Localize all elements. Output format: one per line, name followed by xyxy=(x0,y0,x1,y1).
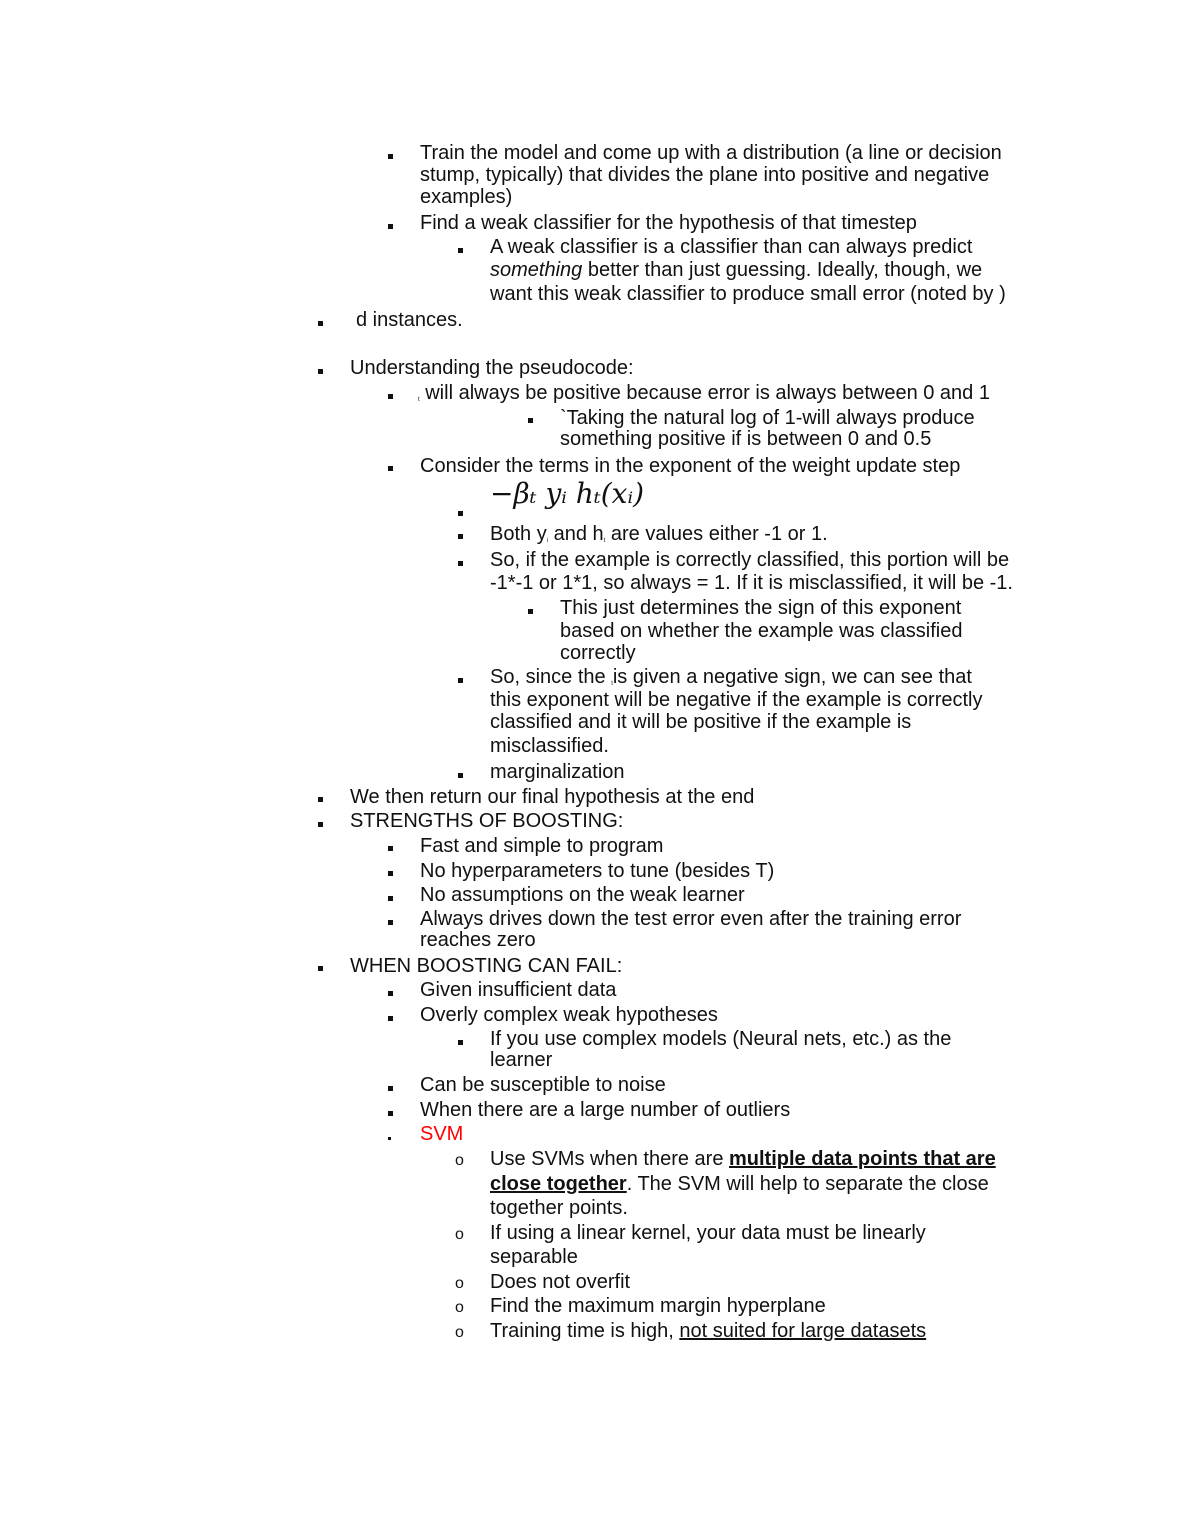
bullet-marker xyxy=(388,466,393,471)
circle-bullet: o xyxy=(455,1226,464,1243)
underlined-text: not suited for large datasets xyxy=(679,1320,927,1342)
bullet-marker xyxy=(458,678,463,683)
text-span: . The SVM will help to separate the close xyxy=(626,1173,989,1195)
bullet-marker xyxy=(458,561,463,566)
bullet-marker xyxy=(388,1086,393,1091)
list-item-text: this exponent will be negative if the example is correctly xyxy=(490,689,983,711)
list-item-text: want this weak classifier to produce small error (noted by ) xyxy=(490,283,1006,305)
formula: −βₜ yᵢ hₜ(xᵢ) xyxy=(490,477,645,510)
bullet-marker xyxy=(318,822,323,827)
emphasis-text: something xyxy=(490,259,583,281)
text-span: is given a negative sign, we can see that xyxy=(612,666,972,688)
list-item-text: If you use complex models (Neural nets, etc.) as the xyxy=(490,1028,952,1050)
subscript: i xyxy=(546,538,549,544)
bullet-marker xyxy=(318,797,323,802)
list-item-text: When there are a large number of outliers xyxy=(420,1099,791,1121)
list-item-text: A weak classifier is a classifier than can always predict xyxy=(490,236,973,258)
list-item-text: No assumptions on the weak learner xyxy=(420,884,745,906)
bullet-marker xyxy=(458,773,463,778)
list-item-text: misclassified. xyxy=(490,735,609,757)
list-item-text: We then return our final hypothesis at the end xyxy=(350,786,755,808)
list-item-text: Find a weak classifier for the hypothesis of that timestep xyxy=(420,212,917,234)
bullet-marker xyxy=(388,920,393,925)
bullet-marker xyxy=(458,534,463,539)
bullet-marker xyxy=(318,369,323,374)
circle-bullet: o xyxy=(455,1299,464,1316)
bullet-marker xyxy=(388,394,393,399)
text-span: will always be positive because error is always between 0 and 1 xyxy=(425,382,990,404)
bullet-marker xyxy=(388,871,393,876)
bullet-marker xyxy=(528,418,533,423)
bullet-marker xyxy=(388,896,393,901)
text-span: and h xyxy=(548,523,604,545)
list-item-text: stump, typically) that divides the plane into positive and negative xyxy=(420,164,990,186)
list-item-text: Fast and simple to program xyxy=(420,835,664,857)
list-item-text: No hyperparameters to tune (besides T) xyxy=(420,860,775,882)
list-item-text: Always drives down the test error even after the training error xyxy=(420,908,962,930)
bullet-marker xyxy=(388,1016,393,1021)
bullet-marker xyxy=(388,154,393,159)
text-span: Use SVMs when there are xyxy=(490,1148,729,1170)
list-item-text: So, if the example is correctly classified, this portion will be xyxy=(490,549,1010,571)
subscript: t xyxy=(603,538,606,544)
circle-bullet: o xyxy=(455,1324,464,1341)
list-item-text: Can be susceptible to noise xyxy=(420,1074,666,1096)
list-item-text: examples) xyxy=(420,186,513,208)
circle-bullet: o xyxy=(455,1275,464,1292)
list-item-text xyxy=(490,1320,926,1342)
bullet-marker xyxy=(388,991,393,996)
list-item-text xyxy=(490,1148,996,1170)
subscript: t xyxy=(418,397,420,403)
list-item-text: marginalization xyxy=(490,761,625,783)
list-item-text: correctly xyxy=(560,642,636,664)
list-item-text: -1*-1 or 1*1, so always = 1. If it is misclassified, it will be -1. xyxy=(490,572,1013,594)
circle-bullet: o xyxy=(455,1152,464,1169)
bullet-marker xyxy=(388,1111,393,1116)
list-item-text: learner xyxy=(490,1049,553,1071)
list-item-text: This just determines the sign of this exponent xyxy=(560,597,962,619)
bullet-marker xyxy=(318,321,323,326)
text-span: better than just guessing. Ideally, though, we xyxy=(582,259,983,281)
list-item-text: WHEN BOOSTING CAN FAIL: xyxy=(350,955,623,977)
text-span: are values either -1 or 1. xyxy=(605,523,828,545)
bold-underline-text: close together xyxy=(490,1173,627,1195)
list-item-text xyxy=(490,523,828,552)
list-item-text: `Taking the natural log of 1-will always produce xyxy=(560,407,975,429)
list-item-text: something positive if is between 0 and 0.5 xyxy=(560,428,932,450)
list-item-text: d instances. xyxy=(356,309,463,331)
list-item-text xyxy=(490,1173,989,1195)
list-item-text: classified and it will be positive if the example is xyxy=(490,711,912,733)
text-span: So, since the xyxy=(490,666,612,688)
list-item-text: Given insufficient data xyxy=(420,979,617,1001)
list-item-text: together points. xyxy=(490,1197,628,1219)
subscript: t xyxy=(611,681,613,687)
list-item-text: reaches zero xyxy=(420,929,536,951)
list-item-text: Consider the terms in the exponent of the weight update step xyxy=(420,455,961,477)
bullet-marker xyxy=(458,1040,463,1045)
text-span: Training time is high, xyxy=(490,1320,680,1342)
list-item-text: If using a linear kernel, your data must be linearly xyxy=(490,1222,926,1244)
list-item-text: Understanding the pseudocode: xyxy=(350,357,634,379)
bullet-marker xyxy=(458,248,463,253)
list-item-text: STRENGTHS OF BOOSTING: xyxy=(350,810,624,832)
list-item-text: Find the maximum margin hyperplane xyxy=(490,1295,826,1317)
list-item-text: separable xyxy=(490,1246,578,1268)
bullet-marker xyxy=(388,846,393,851)
bullet-marker xyxy=(388,224,393,229)
list-item-text: Train the model and come up with a distribution (a line or decision xyxy=(420,142,1002,164)
bullet-marker xyxy=(388,1137,391,1140)
svm-heading: SVM xyxy=(420,1123,464,1145)
list-item-text xyxy=(490,259,982,281)
text-span: Both y xyxy=(490,523,547,545)
bullet-marker xyxy=(528,609,533,614)
list-item-text: Overly complex weak hypotheses xyxy=(420,1004,718,1026)
bold-underline-text: multiple data points that are xyxy=(729,1148,996,1170)
bullet-marker xyxy=(458,511,463,516)
list-item-text: Does not overfit xyxy=(490,1271,631,1293)
bullet-marker xyxy=(318,966,323,971)
list-item-text: based on whether the example was classified xyxy=(560,620,963,642)
